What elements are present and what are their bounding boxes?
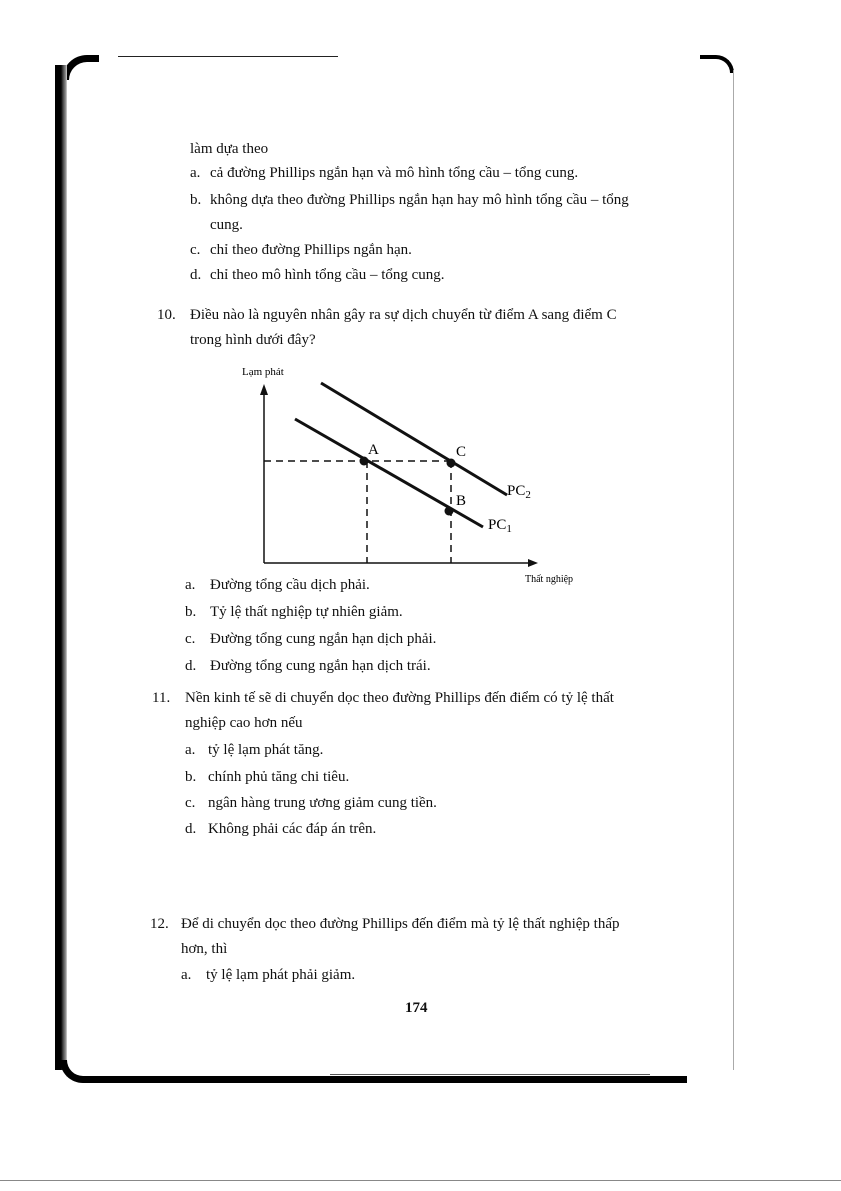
pc2-curve [321,383,507,495]
y-axis-arrow [260,384,268,395]
pc1-curve [295,419,483,527]
question-text: trong hình dưới đây? [190,332,316,348]
option-text: Không phải các đáp án trên. [208,821,377,837]
question-number: 11. [152,690,171,706]
option-letter: a. [185,742,196,758]
question-text: Để di chuyển dọc theo đường Phillips đến điểm mà tỷ lệ thất nghiệp thấp [181,916,620,932]
option-text: Đường tổng cung ngắn hạn dịch phải. [210,631,437,647]
scan-edge-line [0,1180,841,1181]
scan-border-top-right [700,55,734,73]
top-rule [118,56,338,57]
option-letter: d. [185,821,197,837]
question-text: hơn, thì [181,941,228,957]
option-letter: c. [185,795,196,811]
option-text: Đường tổng cung ngắn hạn dịch trái. [210,658,431,674]
option-letter: a. [185,577,196,593]
option-text: chỉ theo mô hình tổng cầu – tổng cung. [210,267,445,283]
page-right-edge [733,70,734,1070]
point-b [445,507,454,516]
option-text: cung. [210,217,243,233]
point-a-label: A [368,442,379,458]
option-text: Đường tổng cầu dịch phải. [210,577,370,593]
point-b-label: B [456,493,467,509]
pc1-label: $PC_1$ [488,517,512,535]
y-axis-label: Lạm phát [242,366,284,378]
option-letter: b. [190,192,202,208]
option-text: cả đường Phillips ngắn hạn và mô hình tổng cầu – tổng cung. [210,165,579,181]
option-letter: c. [190,242,201,258]
continuation-text: làm dựa theo [190,141,269,157]
option-letter: c. [185,631,196,647]
question-number: 12. [150,916,169,932]
option-letter: d. [185,658,197,674]
option-text: ngân hàng trung ương giảm cung tiền. [208,795,437,811]
option-letter: d. [190,267,202,283]
question-text: Nền kinh tế sẽ di chuyển dọc theo đường Phillips đến điểm có tỷ lệ thất [185,690,614,706]
book-spine-shadow [55,65,67,1070]
option-letter: a. [181,967,192,983]
pc2-label: $PC_2$ [507,483,531,501]
option-letter: a. [190,165,201,181]
scan-border-top-left [62,55,99,80]
question-number: 10. [157,307,176,323]
x-axis-arrow [528,559,538,567]
option-text: chỉ theo đường Phillips ngắn hạn. [210,242,412,258]
question-text: nghiệp cao hơn nếu [185,715,303,731]
option-letter: b. [185,769,197,785]
option-text: Tỷ lệ thất nghiệp tự nhiên giảm. [210,604,403,620]
option-text: chính phủ tăng chi tiêu. [208,769,350,785]
question-text: Điều nào là nguyên nhân gây ra sự dịch chuyển từ điểm A sang điểm C [190,307,617,323]
point-c [447,459,456,468]
option-text: tỷ lệ lạm phát phải giảm. [206,967,356,983]
scan-border-bottom [60,1060,687,1083]
bottom-rule [330,1074,650,1075]
x-axis-label: Thất nghiệp [525,574,574,585]
point-c-label: C [456,444,467,460]
phillips-curve-figure [225,362,605,592]
option-letter: b. [185,604,197,620]
page-number: 174 [405,1000,428,1016]
option-text: không dựa theo đường Phillips ngắn hạn hay mô hình tổng cầu – tổng [210,192,629,208]
option-text: tỷ lệ lạm phát tăng. [208,742,324,758]
